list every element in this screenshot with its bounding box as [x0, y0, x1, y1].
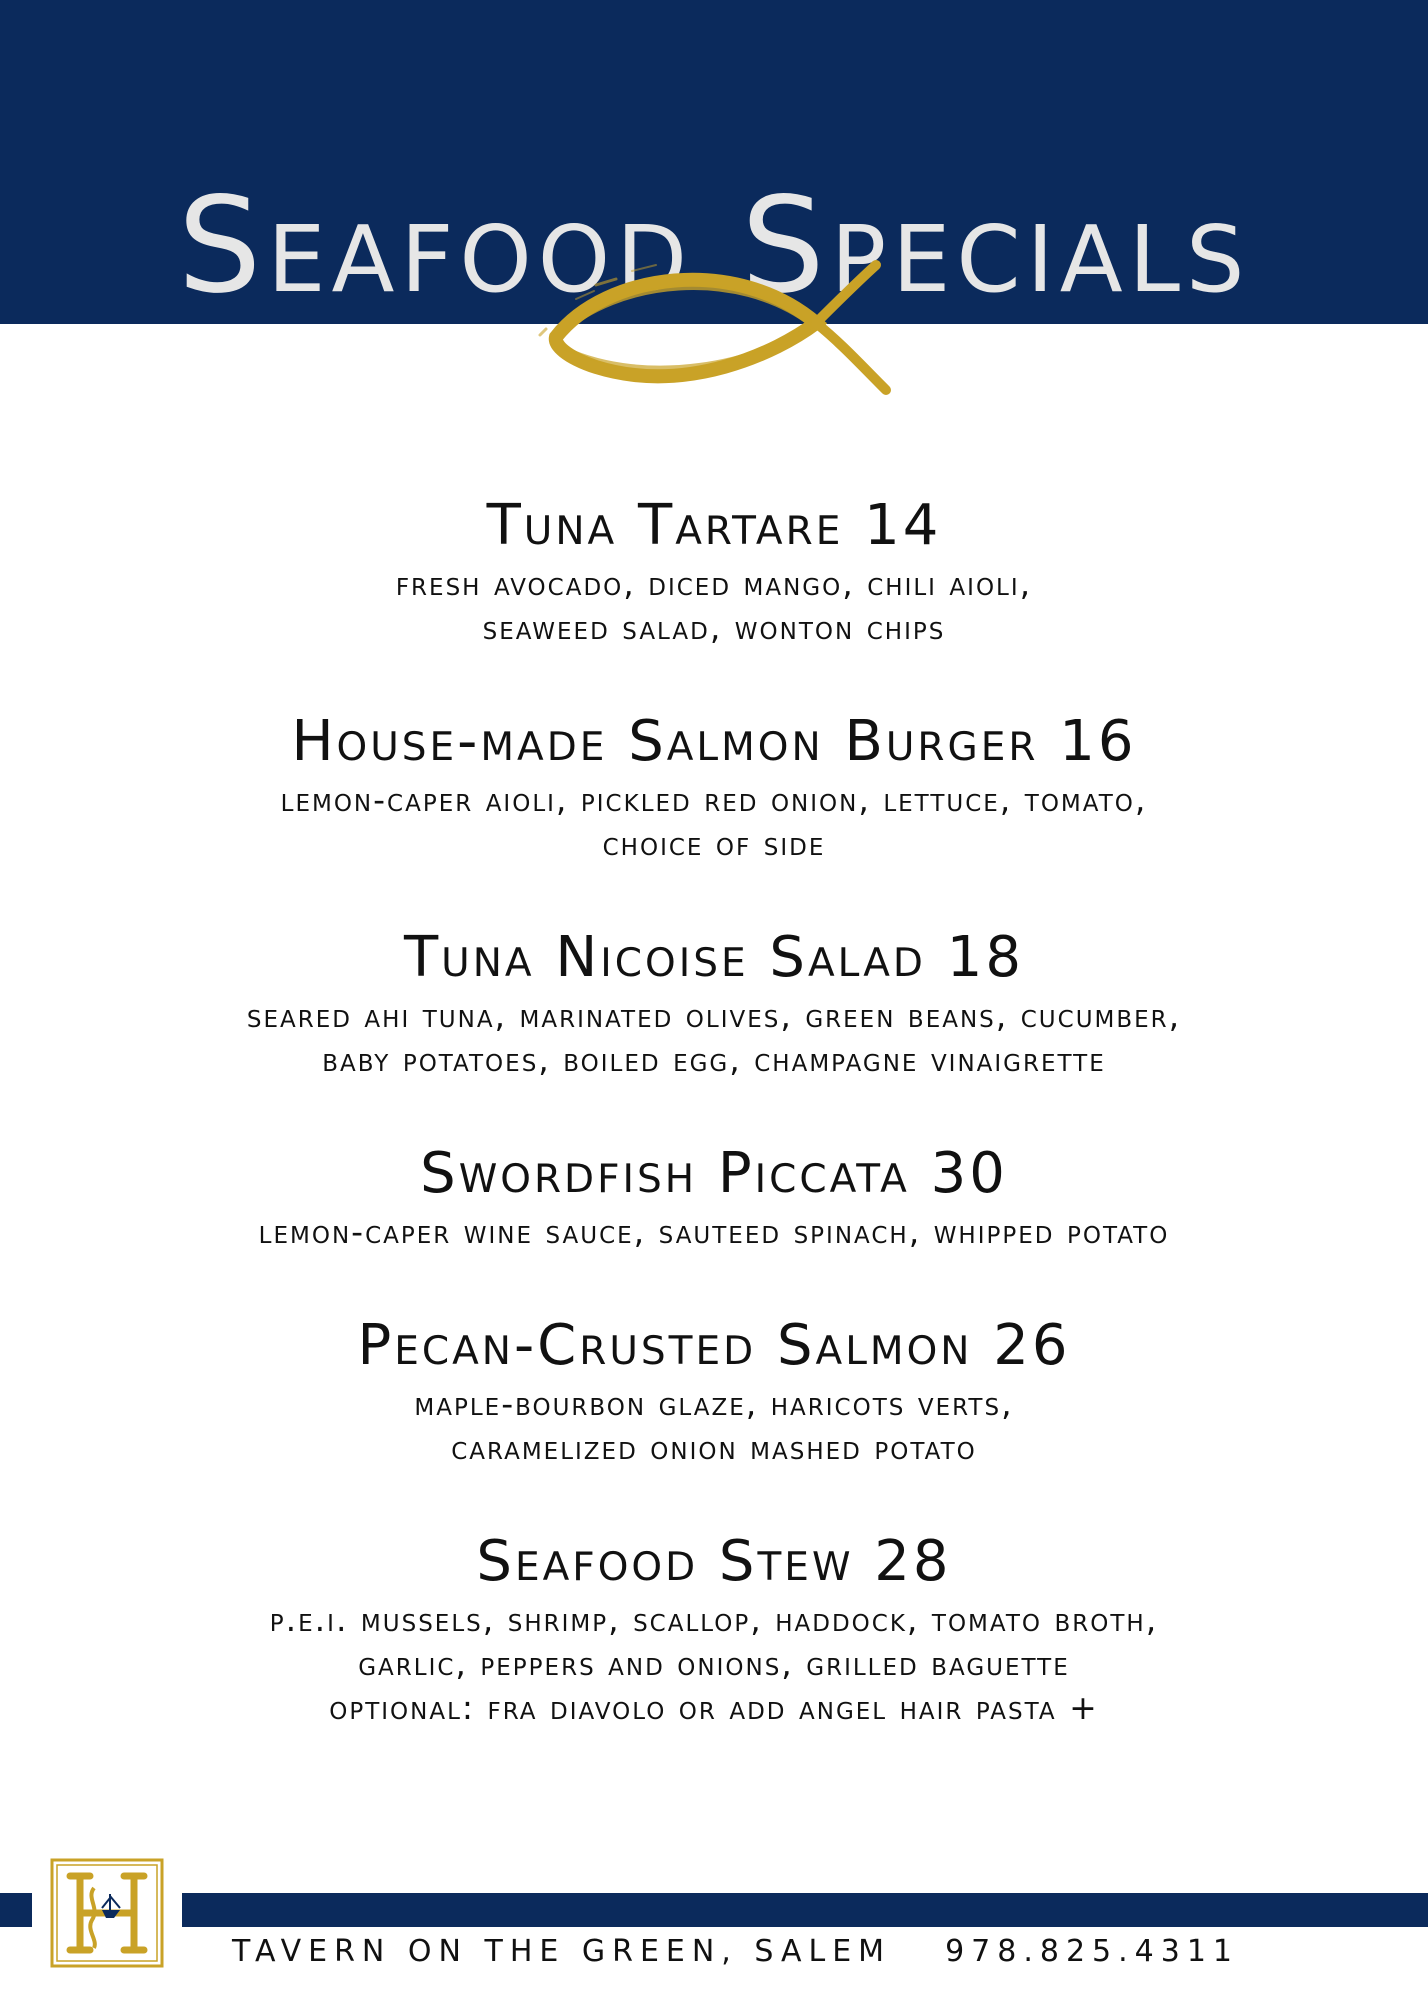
footer-location: TAVERN ON THE GREEN, SALEM: [232, 1934, 892, 1969]
menu-item-description-line: garlic, peppers and onions, grilled baguette: [358, 1644, 1070, 1683]
fish-icon: [536, 245, 896, 405]
menu-item-description-line: seaweed salad, wonton chips: [482, 608, 946, 647]
menu-item-description-line: caramelized onion mashed potato: [451, 1428, 977, 1467]
menu-item-description: [0, 778, 1428, 866]
menu-item-description-line: fresh avocado, diced mango, chili aioli,: [395, 564, 1033, 603]
menu-item-heading: House-made Salmon Burger 16: [291, 709, 1137, 774]
menu-item-description-line: lemon-caper aioli, pickled red onion, lettuce, tomato,: [280, 780, 1148, 819]
footer-phone: 978.825.4311: [945, 1934, 1240, 1969]
footer-rule: [182, 1893, 1428, 1927]
menu-item-heading: Tuna Tartare 14: [486, 493, 942, 558]
menu-item: [0, 706, 1428, 866]
footer-rule: [0, 1893, 32, 1927]
menu-item-description-line: optional: fra diavolo or add angel hair pasta +: [329, 1688, 1099, 1727]
menu-item-heading: Pecan-Crusted Salmon 26: [357, 1313, 1071, 1378]
page-title: Seafood Specials: [177, 169, 1251, 324]
menu-item-description-line: seared ahi tuna, marinated olives, green beans, cucumber,: [246, 996, 1182, 1035]
menu-item-description: [0, 1598, 1428, 1730]
menu-item-description-line: lemon-caper wine sauce, sauteed spinach, whipped potato: [258, 1212, 1170, 1251]
menu-item-heading: Tuna Nicoise Salad 18: [403, 925, 1025, 990]
menu-item-description-line: p.e.i. mussels, shrimp, scallop, haddock, tomato broth,: [269, 1600, 1159, 1639]
menu-item: [0, 922, 1428, 1082]
menu-item-heading: Seafood Stew 28: [476, 1529, 952, 1594]
menu-item-heading: Swordfish Piccata 30: [420, 1141, 1008, 1206]
menu-item-description-line: maple-bourbon glaze, haricots verts,: [414, 1384, 1014, 1423]
menu-item-description: [0, 994, 1428, 1082]
menu-item-description: [0, 1382, 1428, 1470]
menu-item: [0, 1526, 1428, 1730]
menu-item: [0, 1310, 1428, 1470]
menu-item-description: [0, 562, 1428, 650]
footer: [232, 1932, 1239, 1972]
menu-item: [0, 1138, 1428, 1254]
menu-item-description: [0, 1210, 1428, 1254]
menu-item-description-line: baby potatoes, boiled egg, champagne vinaigrette: [322, 1040, 1106, 1079]
menu-item: [0, 490, 1428, 650]
monogram-logo: [50, 1858, 164, 1968]
menu-list: [0, 490, 1428, 1730]
menu-item-description-line: choice of side: [602, 824, 826, 863]
